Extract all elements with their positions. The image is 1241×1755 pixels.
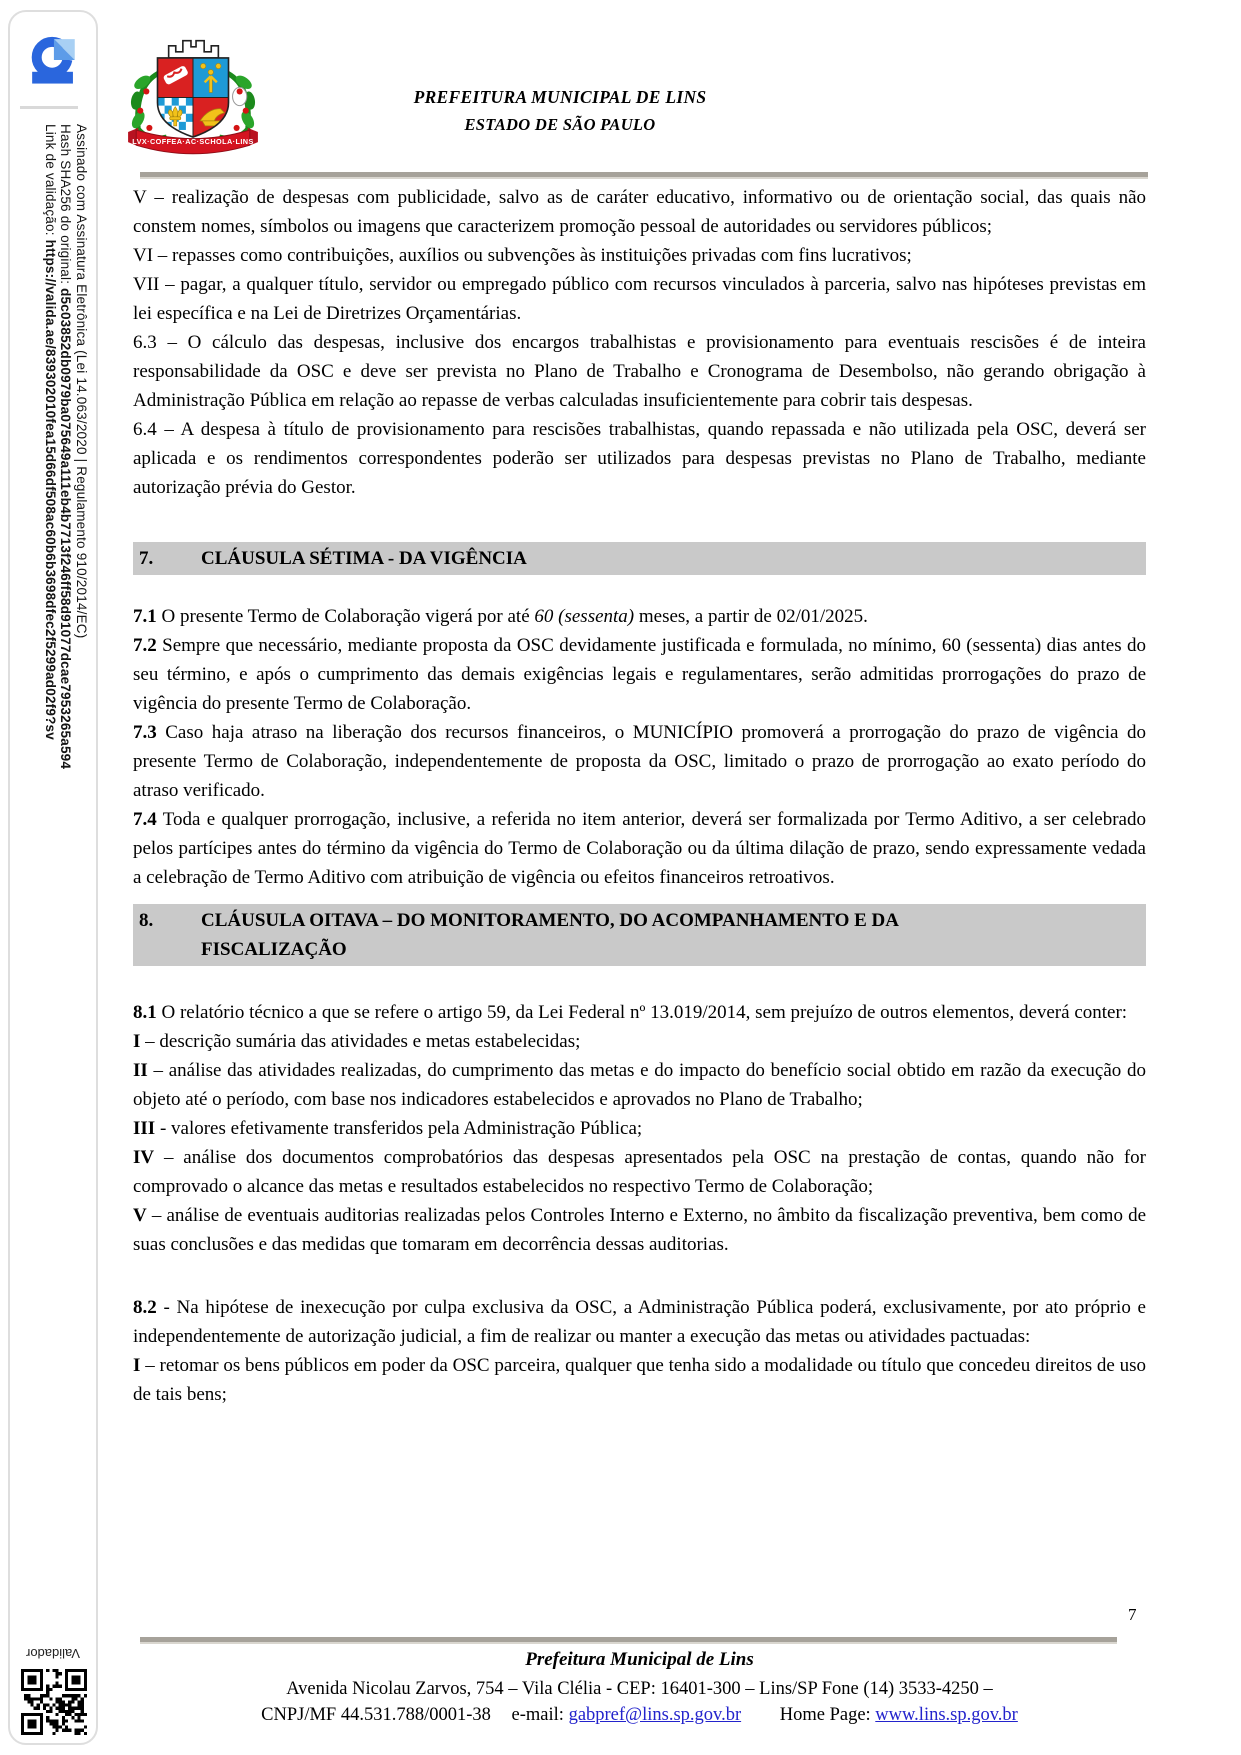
paragraph: 7.1 O presente Termo de Colaboração vigerá por até 60 (sessenta) meses, a partir de 02/01/2025. [133, 606, 868, 627]
org-state: ESTADO DE SÃO PAULO [464, 115, 656, 134]
email-link[interactable]: gabpref@lins.sp.gov.br [568, 1705, 742, 1725]
org-name: PREFEITURA MUNICIPAL DE LINS [413, 87, 707, 107]
signature-info-text [43, 124, 90, 1124]
validador-logo-icon [24, 28, 82, 92]
section-8-header [133, 904, 1146, 966]
section-title: CLÁUSULA OITAVA – DO MONITORAMENTO, DO ACOMPANHAMENTO E DA FISCALIZAÇÃO [201, 910, 898, 960]
paragraph: 7.3 Caso haja atraso na liberação dos recursos financeiros, o MUNICÍPIO promoverá a prorrogação do prazo de vigência do presente Termo de Colaboração, independentemente de proposta da OSC, limitado o prazo de prorrogação ao exato período do atraso verificado. [133, 722, 1146, 801]
paragraph: 7.2 Sempre que necessário, mediante proposta da OSC devidamente justificada e formulada, no mínimo, 60 (sessenta) dias antes do seu término, e após o cumprimento das demais exigências legais e regulamentares, serão admitidas prorrogações do prazo de vigência do presente Termo de Colaboração. [133, 635, 1146, 714]
paragraph: 8.2 - Na hipótese de inexecução por culpa exclusiva da OSC, a Administração Pública poderá, exclusivamente, por ato próprio e independentemente de autorização judicial, a fim de realizar ou manter a execução das metas ou atividades pactuadas: [133, 1297, 1146, 1347]
paragraph: III - valores efetivamente transferidos pela Administração Pública; [133, 1118, 643, 1139]
validation-link-line: Link de validação: https://valida.ae/839302010fea15d66df508ac60b6b3698dfec2f5299ad02f9?sv [43, 124, 58, 740]
header-rule [140, 172, 1148, 179]
paragraph: II – análise das atividades realizadas, do cumprimento das metas e do impacto do benefício social obtido em razão da execução do objeto até o período, com base nos indicadores estabelecidos e aprovados no Plano de Trabalho; [133, 1060, 1146, 1110]
paragraph: IV – análise dos documentos comprobatórios das despesas apresentados pela OSC na prestação de contas, quando não for comprovado o alcance das metas e resultados estabelecidos no respectivo Termo de Colaboração; [133, 1147, 1146, 1197]
section-7-paragraphs [133, 602, 1146, 892]
paragraph: 7.4 Toda e qualquer prorrogação, inclusive, a referida no item anterior, deverá ser formalizada por Termo Aditivo, a ser celebrado pelos partícipes antes do término da vigência do Termo de Colaboração ou da última dilação de prazo, sendo expressamente vedada a celebração de Termo Aditivo com atribuição de vigência ou efeitos financeiros retroativos. [133, 809, 1146, 888]
section-7-header [133, 542, 1146, 575]
hash-line: Hash SHA256 do original: d5c03852db0979ba075649a111eb4b7713f246ff58d91077dcae7953265a594 [58, 124, 74, 770]
footer-contacts [133, 1702, 1146, 1728]
page-footer [133, 1649, 1146, 1728]
paragraph: V – realização de despesas com publicidade, salvo as de caráter educativo, informativo ou de orientação social, das quais não constem nomes, símbolos ou imagens que caracterizem promoção pessoal de autoridades ou servidores públicos; [133, 187, 1146, 237]
footer-cnpj: CNPJ/MF 44.531.788/0001-38 [261, 1705, 491, 1725]
intro-paragraphs [133, 183, 1146, 502]
section-number: 8. [139, 910, 154, 931]
footer-address: Avenida Nicolau Zarvos, 754 – Vila Clélia - CEP: 16401-300 – Lins/SP Fone (14) 3533-4250 – [286, 1679, 993, 1699]
sidebar-divider [20, 106, 78, 109]
homepage-link[interactable]: www.lins.sp.gov.br [875, 1705, 1018, 1725]
paragraph: 8.1 O relatório técnico a que se refere o artigo 59, da Lei Federal nº 13.019/2014, sem prejuízo de outros elementos, deverá conter: [133, 1002, 1128, 1023]
email-label: e-mail: [511, 1705, 564, 1725]
section-number: 7. [139, 548, 154, 569]
paragraph: VII – pagar, a qualquer título, servidor ou empregado público com recursos vinculados à parceria, salvo nas hipóteses previstas em lei específica e na Lei de Diretrizes Orçamentárias. [133, 274, 1146, 324]
header-title [300, 84, 820, 138]
paragraph: I – retomar os bens públicos em poder da OSC parceira, qualquer que tenha sido a modalidade ou título que concedeu direitos de uso de tais bens; [133, 1355, 1146, 1405]
section-title: CLÁUSULA SÉTIMA - DA VIGÊNCIA [201, 548, 527, 569]
crest-motto: LVX·COFFEA·AC·SCHOLA·LINS [132, 137, 254, 147]
paragraph: VI – repasses como contribuições, auxílios ou subvenções às instituições privadas com fins lucrativos; [133, 245, 912, 266]
signature-line: Assinado com Assinatura Eletrônica (Lei 14.063/2020 | Regulamento 910/2014/EC) [74, 124, 89, 639]
paragraph: V – análise de eventuais auditorias realizadas pelos Controles Interno e Externo, no âmbito da fiscalização preventiva, bem como de suas conclusões e das medidas que tomaram em decorrência dessas auditorias. [133, 1205, 1146, 1255]
section-8-paragraphs [133, 998, 1146, 1259]
coat-of-arms [122, 22, 264, 172]
homepage-label: Home Page: [779, 1705, 871, 1725]
document-body [133, 183, 1146, 1409]
section-8-paragraphs-continued [133, 1293, 1146, 1409]
page-number: 7 [1128, 1605, 1137, 1624]
signature-sidebar [8, 10, 98, 1745]
validador-label: Validador [26, 1646, 80, 1661]
paragraph: 6.3 – O cálculo das despesas, inclusive dos encargos trabalhistas e provisionamento para eventuais rescisões é de inteira responsabilidade da OSC e deve ser prevista no Plano de Trabalho e Cronograma de Desembolso, não gerando obrigação à Administração Pública em relação ao repasse de verbas calculadas insuficientemente para cobrir tais despesas. [133, 332, 1146, 411]
qr-code [21, 1669, 87, 1735]
footer-org-name: Prefeitura Municipal de Lins [525, 1649, 754, 1670]
paragraph: I – descrição sumária das atividades e metas estabelecidas; [133, 1031, 581, 1052]
paragraph: 6.4 – A despesa à título de provisionamento para rescisões trabalhistas, quando repassada e não utilizada pela OSC, deverá ser aplicada e os rendimentos correspondentes poderão ser utilizados para despesas previstas no Plano de Trabalho, mediante autorização prévia do Gestor. [133, 419, 1146, 498]
footer-rule [140, 1637, 1117, 1644]
